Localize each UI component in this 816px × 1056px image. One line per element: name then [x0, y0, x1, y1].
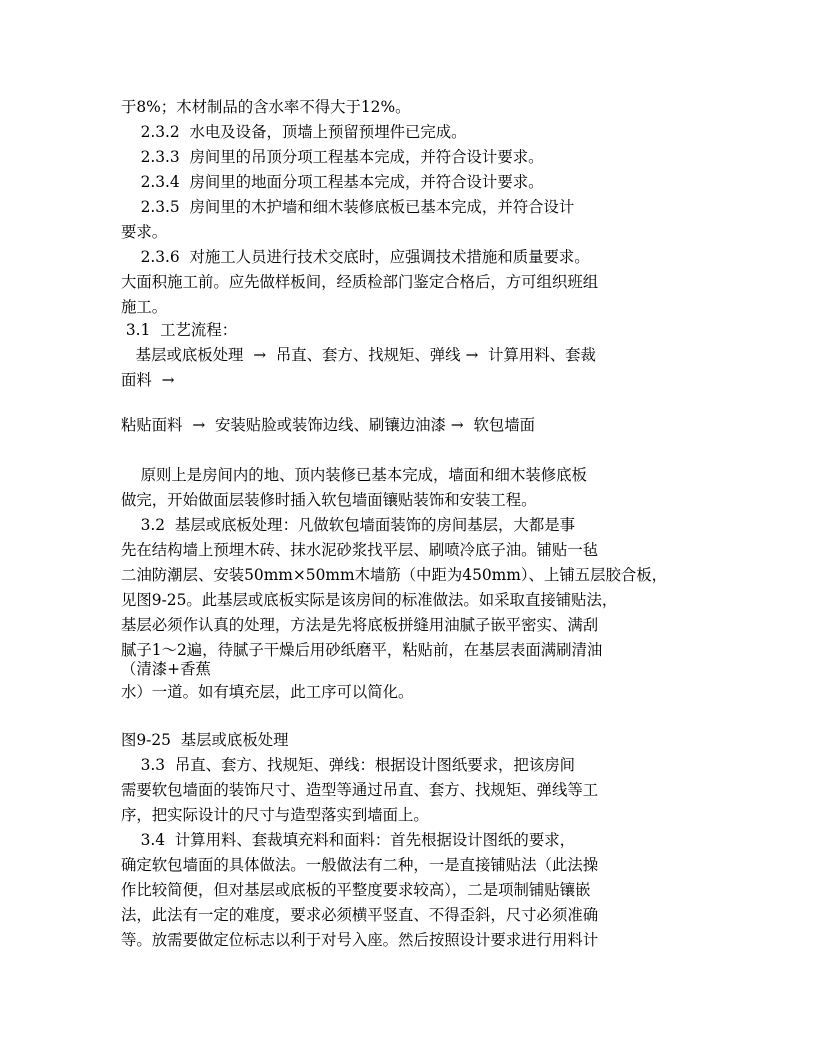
text-line: 2.3.3 房间里的吊顶分项工程基本完成，并符合设计要求。 — [121, 148, 544, 166]
text-line: 法，此法有一定的难度，要求必须横平竖直、不得歪斜，尺寸必须准确 — [121, 906, 599, 924]
text-line: 序，把实际设计的尺寸与造型落实到墙面上。 — [121, 806, 429, 824]
text-line: 原则上是房间内的地、顶内装修已基本完成，墙面和细木装修底板 — [121, 466, 587, 484]
text-line: 基层必须作认真的处理，方法是先将底板拼缝用油腻子嵌平密实、满刮 — [121, 616, 599, 634]
process-flow-line: 面料 → — [121, 371, 175, 389]
process-flow-line: 基层或底板处理 → 吊直、套方、找规矩、弹线 → 计算用料、套裁 — [121, 346, 596, 364]
text-line: 3.2 基层或底板处理：凡做软包墙面装饰的房间基层，大都是事 — [121, 516, 575, 534]
text-line: 2.3.2 水电及设备，顶墙上预留预埋件已完成。 — [121, 123, 467, 141]
text-line: 二油防潮层、安装50mm×50mm木墙筋（中距为450mm）、上铺五层胶合板， — [121, 566, 668, 584]
text-line: 大面积施工前。应先做样板间，经质检部门鉴定合格后，方可组织班组 — [121, 273, 599, 291]
section-heading: 3.1 工艺流程： — [121, 321, 238, 339]
text-line: 确定软包墙面的具体做法。一般做法有二种，一是直接铺贴法（此法操 — [121, 856, 599, 874]
text-line: 3.3 吊直、套方、找规矩、弹线：根据设计图纸要求，把该房间 — [121, 756, 575, 774]
text-line: 水）一道。如有填充层，此工序可以简化。 — [121, 683, 414, 701]
text-line: 等。放需要做定位标志以利于对号入座。然后按照设计要求进行用料计 — [121, 931, 599, 949]
text-line: 2.3.4 房间里的地面分项工程基本完成，并符合设计要求。 — [121, 173, 544, 191]
text-line: 2.3.6 对施工人员进行技术交底时，应强调技术措施和质量要求。 — [121, 248, 590, 266]
text-line: 做完，开始做面层装修时插入软包墙面镶贴装饰和安装工程。 — [121, 491, 537, 509]
text-line: 于8%；木材制品的含水率不得大于12%。 — [121, 98, 411, 116]
process-flow-line: 粘贴面料 → 安装贴脸或装饰边线、刷镶边油漆 → 软包墙面 — [121, 416, 536, 434]
text-line: 作比较简便，但对基层或底板的平整度要求较高），二是项制铺贴镶嵌 — [121, 881, 591, 899]
text-line: 施工。 — [121, 298, 168, 316]
text-line: （清漆+香蕉 — [121, 660, 211, 678]
figure-caption: 图9-25 基层或底板处理 — [121, 731, 289, 749]
text-line: 需要软包墙面的装饰尺寸、造型等通过吊直、套方、找规矩、弹线等工 — [121, 781, 599, 799]
text-line: 要求。 — [121, 223, 168, 241]
text-line: 3.4 计算用料、套裁填充料和面料：首先根据设计图纸的要求， — [121, 831, 575, 849]
text-line: 见图9-25。此基层或底板实际是该房间的标准做法。如采取直接铺贴法， — [121, 591, 618, 609]
text-line: 先在结构墙上预埋木砖、抹水泥砂浆找平层、刷喷冷底子油。铺贴一毡 — [121, 541, 599, 559]
text-line: 腻子1～2遍，待腻子干燥后用砂纸磨平，粘贴前，在基层表面满刷清油 — [121, 641, 603, 659]
text-line: 2.3.5 房间里的木护墙和细木装修底板已基本完成，并符合设计 — [121, 198, 575, 216]
